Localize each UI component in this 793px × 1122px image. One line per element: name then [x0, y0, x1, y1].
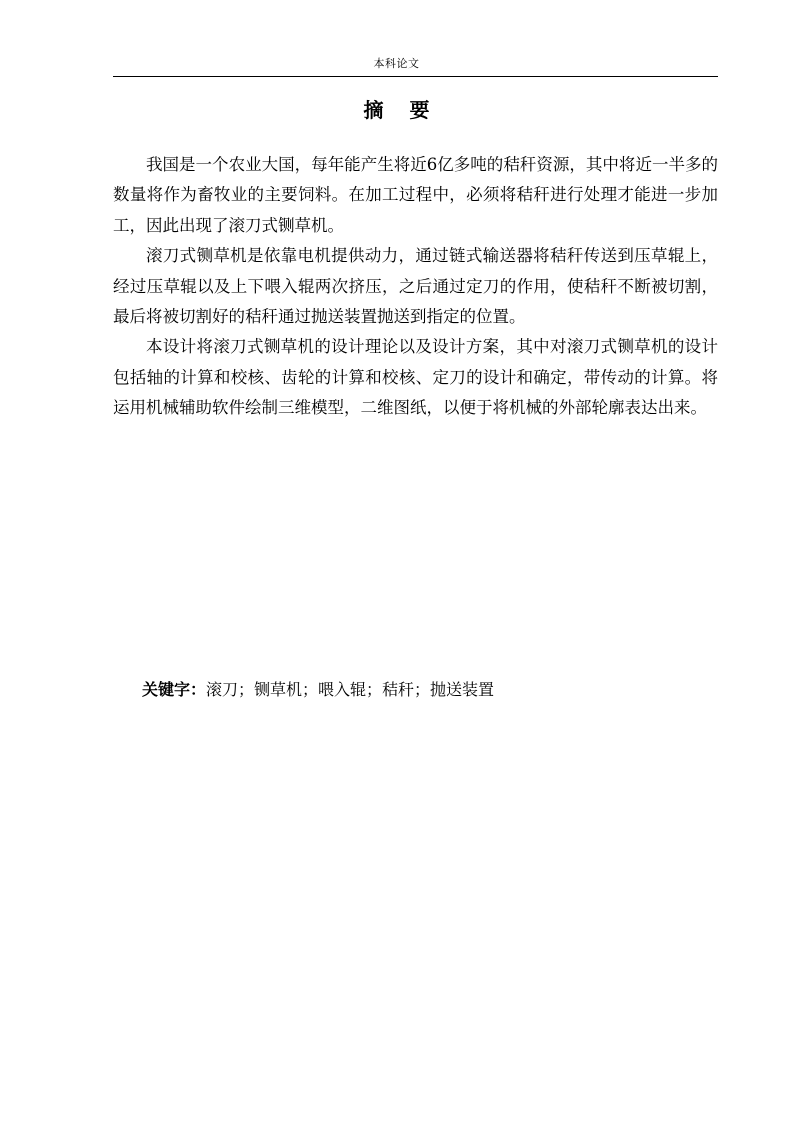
- abstract-paragraph-1: 我国是一个农业大国，每年能产生将近6亿多吨的秸秆资源，其中将近一半多的数量将作为畜牧业的主要饲料。在加工过程中，必须将秸秆进行处理才能进一步加工，因此出现了滚刀式铡草机。: [113, 155, 718, 235]
- abstract-paragraph-3: 本设计将滚刀式铡草机的设计理论以及设计方案，其中对滚刀式铡草机的设计包括轴的计算和校核、齿轮的计算和校核、定刀的设计和确定，带传动的计算。将运用机械辅助软件绘制三维模型，二维图纸，以便于将机械的外部轮廓表达出来。: [113, 337, 718, 418]
- abstract-body: [113, 150, 718, 424]
- abstract-title: 摘要: [363, 98, 456, 122]
- keywords-text: 滚刀；铡草机；喂入辊；秸秆；抛送装置: [206, 680, 495, 699]
- header-rule: [113, 76, 718, 77]
- running-header: 本科论文: [373, 57, 420, 70]
- abstract-paragraph-2: 滚刀式铡草机是依靠电机提供动力，通过链式输送器将秸秆传送到压草辊上，经过压草辊以及上下喂入辊两次挤压，之后通过定刀的作用，使秸秆不断被切割，最后将被切割好的秸秆通过抛送装置抛送到指定的位置。: [113, 246, 718, 327]
- keywords-line: [142, 678, 718, 702]
- keywords-label: 关键字：: [142, 680, 207, 699]
